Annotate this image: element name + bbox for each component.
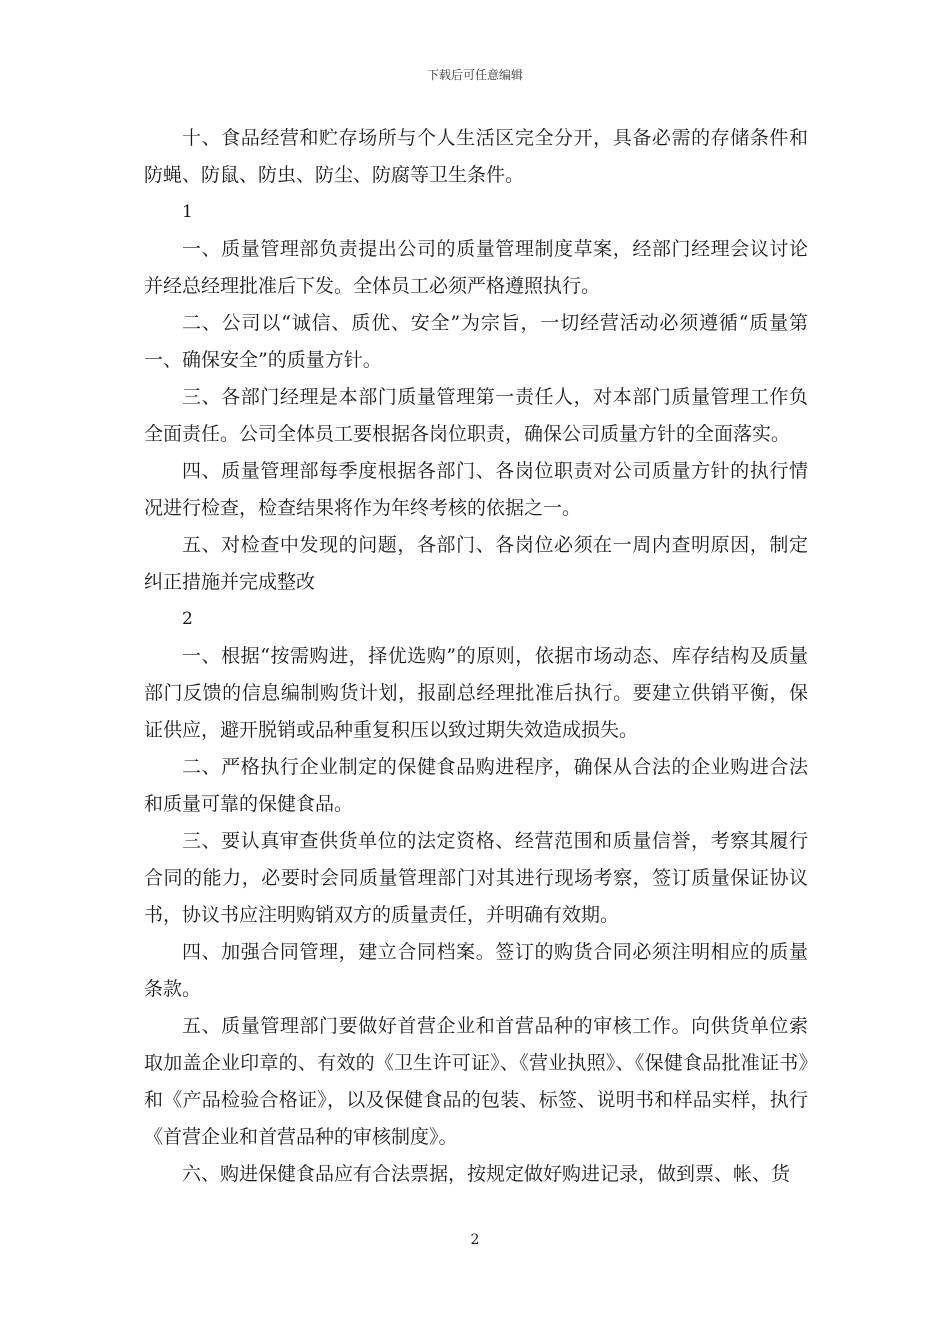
paragraph: 三、各部门经理是本部门质量管理第一责任人，对本部门质量管理工作负全面责任。公司全体员工要根据各岗位职责，确保公司质量方针的全面落实。 [144,386,808,445]
paragraph: 十、食品经营和贮存场所与个人生活区完全分开，具备必需的存储条件和防蝇、防鼠、防虫、防尘、防腐等卫生条件。 [144,127,808,186]
section-number: 1 [182,202,193,222]
section-number: 2 [182,609,193,629]
paragraph: 四、质量管理部每季度根据各部门、各岗位职责对公司质量方针的执行情况进行检查，检查结果将作为年终考核的依据之一。 [144,460,808,519]
paragraph: 一、质量管理部负责提出公司的质量管理制度草案，经部门经理会议讨论并经总经理批准后下发。全体员工必须严格遵照执行。 [144,238,808,297]
page-header: 下载后可任意编辑 [426,68,523,82]
paragraph: 五、质量管理部门要做好首营企业和首营品种的审核工作。向供货单位索取加盖企业印章的、有效的《卫生许可证》、《营业执照》、《保健食品批准证书》和《产品检验合格证》，以及保健食品的包装、标签、说明书和样品实样，执行《首营企业和首营品种的审核制度》。 [144,1015,808,1148]
document-body [144,120,808,1193]
paragraph: 六、购进保健食品应有合法票据，按规定做好购进记录，做到票、帐、货 [182,1163,791,1185]
page-number: 2 [470,1232,480,1248]
paragraph: 四、加强合同管理，建立合同档案。签订的购货合同必须注明相应的质量条款。 [144,941,808,1000]
paragraph: 二、严格执行企业制定的保健食品购进程序，确保从合法的企业购进合法和质量可靠的保健食品。 [144,756,808,815]
paragraph: 一、根据“按需购进，择优选购”的原则，依据市场动态、库存结构及质量部门反馈的信息编制购货计划，报副总经理批准后执行。要建立供销平衡，保证供应，避开脱销或品种重复积压以致过期失效造成损失。 [144,645,808,741]
paragraph: 五、对检查中发现的问题，各部门、各岗位必须在一周内查明原因，制定纠正措施并完成整改 [144,534,808,593]
paragraph: 三、要认真审查供货单位的法定资格、经营范围和质量信誉，考察其履行合同的能力，必要时会同质量管理部门对其进行现场考察，签订质量保证协议书，协议书应注明购销双方的质量责任，并明确有效期。 [144,830,808,926]
paragraph: 二、公司以“诚信、质优、安全”为宗旨，一切经营活动必须遵循“质量第一、确保安全”的质量方针。 [144,312,808,371]
